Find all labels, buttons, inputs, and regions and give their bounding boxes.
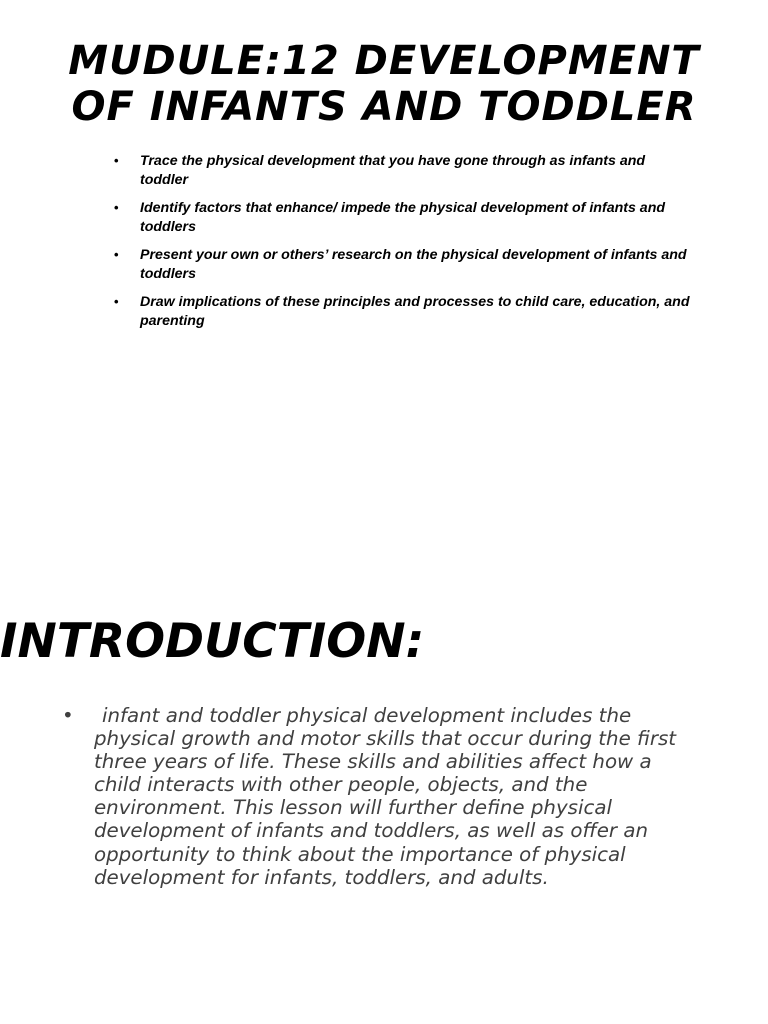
objective-item — [112, 293, 692, 330]
objective-text: Present your own or others’ research on the physical development of infants and toddlers — [140, 247, 687, 282]
introduction-text: infant and toddler physical development includes the physical growth and motor skills that occur during the first three years of life. These skills and abilities affect how a child interacts with other people, objects, and the environment. This lesson will further define physical development of infants and toddlers, as well as offer an opportunity to think about the importance of physical development for infants, toddlers, and adults. — [94, 704, 677, 889]
objective-item — [112, 246, 692, 283]
bullet-icon: • — [62, 704, 74, 727]
objective-text: Draw implications of these principles and processes to child care, education, and parenting — [140, 294, 690, 329]
module-title-line-2: OF INFANTS AND TODDLER — [71, 84, 697, 130]
objective-item — [112, 199, 692, 236]
objectives-list — [112, 152, 692, 340]
objective-item — [112, 152, 692, 189]
bullet-icon: • — [114, 247, 119, 262]
module-title-line-1: MUDULE:12 DEVELOPMENT — [68, 38, 700, 84]
bullet-icon: • — [114, 294, 119, 309]
introduction-paragraph — [60, 704, 690, 889]
objective-text: Trace the physical development that you have gone through as infants and toddler — [140, 153, 646, 188]
module-title — [0, 38, 768, 130]
objective-text: Identify factors that enhance/ impede the physical development of infants and toddlers — [140, 200, 666, 235]
introduction-heading: INTRODUCTION: — [0, 614, 425, 669]
bullet-icon: • — [114, 153, 119, 168]
bullet-icon: • — [114, 200, 119, 215]
